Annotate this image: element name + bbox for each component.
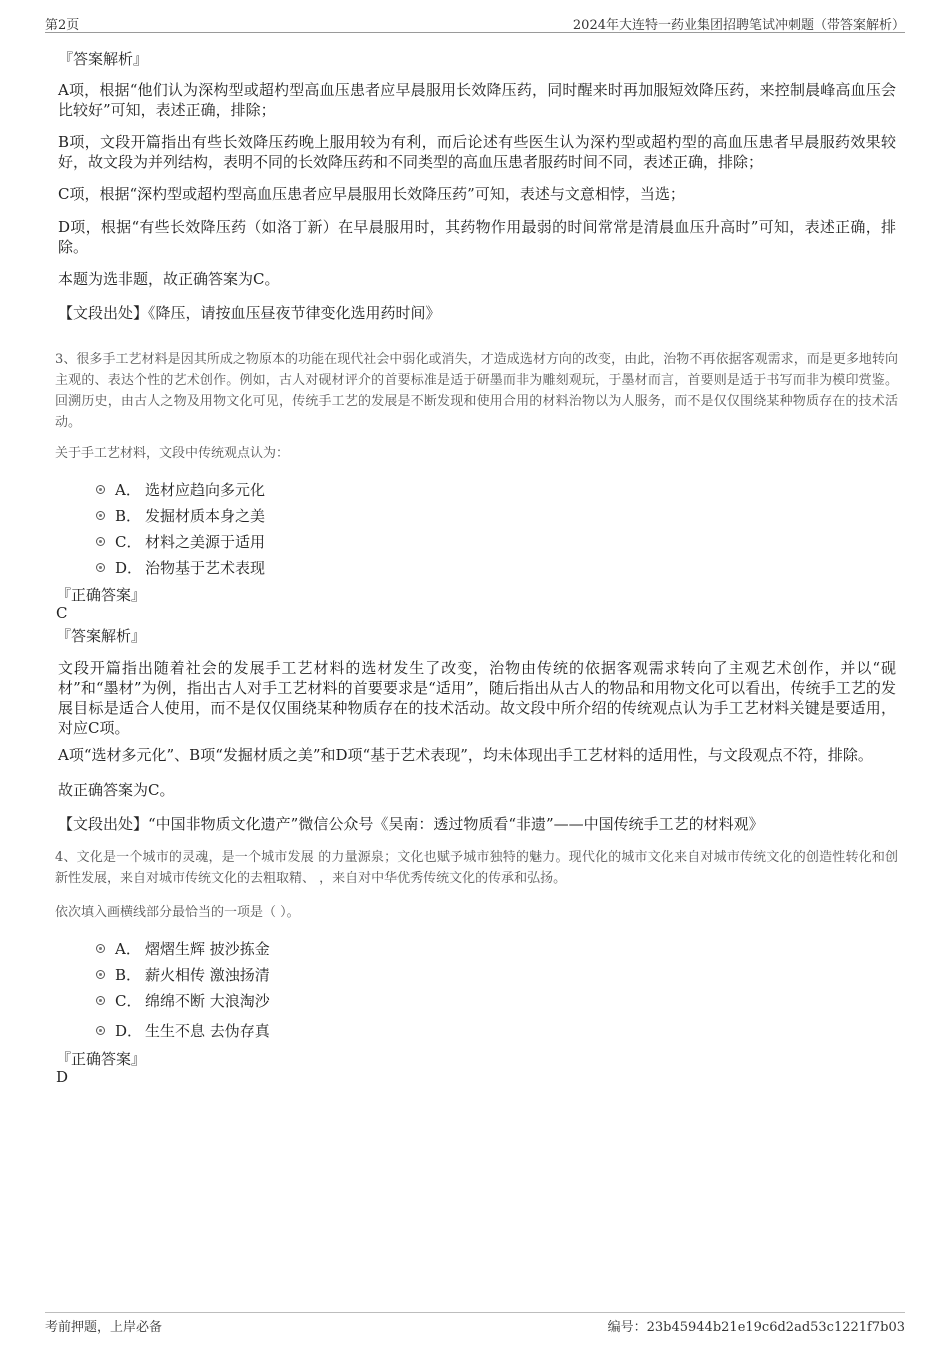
q2-source: 【文段出处】《降压，请按血压昼夜节律变化选用药时间》 — [58, 304, 441, 322]
q2-analysis-c: C项，根据“深杓型或超杓型高血压患者应早晨服用长效降压药”可知，表述与文意相悖，当选； — [58, 185, 685, 203]
q4-passage: 4、文化是一个城市的灵魂，是一个城市发展 的力量源泉；文化也赋予城市独特的魅力。现代化的城市文化来自对城市传统文化的创造性转化和创新性发展，来自对城市传统文化的去粗取精、 ，来自对中华优秀传统文化的传承和弘扬。 — [55, 850, 898, 886]
radio-icon[interactable] — [96, 970, 105, 979]
q3-analysis-1: 文段开篇指出随着社会的发展手工艺材料的选材发生了改变，治物由传统的依据客观需求转向了主观艺术创作，并以“砚材”和“墨材”为例，指出古人对手工艺材料的首要要求是“适用”，随后指出从古人的物品和用物文化可以看出，传统手工艺的发展目标是适合人使用，而不是仅仅围绕某种物质存在的技术活动。故文段中所介绍的传统观点认为手工艺材料关键是要适用，对应C项。 — [58, 659, 896, 737]
q3-answer-label: 『正确答案』 — [56, 586, 147, 604]
q3-answer: C — [56, 604, 68, 622]
q2-analysis-label: 『答案解析』 — [58, 50, 149, 68]
q3-passage: 3、很多手工艺材料是因其所成之物原本的功能在现代社会中弱化或消失，才造成选材方向的改变，由此，治物不再依据客观需求，而是更多地转向主观的、表达个性的艺术创作。例如，古人对砚材评介的首要标准是适于研墨而非为雕刻观玩，于墨材而言，首要则是适于书写而非为模印赏鉴。回溯历史，由古人之物及用物文化可见，传统手工艺的发展是不断发现和使用合用的材料治物以为人服务，而不是仅仅围绕某种物质存在的技术活动。 — [55, 352, 898, 430]
q2-analysis-d: D项，根据“有些长效降压药（如洛丁新）在早晨服用时，其药物作用最弱的时间常常是清晨血压升高时”可知，表述正确，排除。 — [58, 218, 896, 256]
radio-icon[interactable] — [96, 996, 105, 1005]
q2-conclusion: 本题为选非题，故正确答案为C。 — [58, 270, 280, 288]
q3-question: 关于手工艺材料，文段中传统观点认为： — [55, 446, 290, 461]
q3-source: 【文段出处】“中国非物质文化遗产”微信公众号《吴南：透过物质看“非遗”——中国传统手工艺的材料观》 — [58, 815, 764, 833]
radio-icon[interactable] — [96, 944, 105, 953]
radio-icon[interactable] — [96, 485, 105, 494]
radio-icon[interactable] — [96, 537, 105, 546]
q4-answer: D — [56, 1068, 69, 1086]
q2-analysis-b: B项，文段开篇指出有些长效降压药晚上服用较为有利，而后论述有些医生认为深杓型或超杓型的高血压患者早晨服药效果较好，故文段为并列结构，表明不同的长效降压药和不同类型的高血压患者服药时间不同，表述正确，排除； — [58, 133, 896, 171]
page-header — [45, 12, 905, 33]
q2-analysis-a: A项，根据“他们认为深构型或超杓型高血压患者应早晨服用长效降压药，同时醒来时再加服短效降压药，来控制晨峰高血压会比较好”可知，表述正确，排除； — [58, 81, 896, 119]
page-number: 第2页 — [45, 18, 80, 33]
q4-answer-label: 『正确答案』 — [56, 1050, 147, 1068]
q3-analysis-3: 故正确答案为C。 — [58, 781, 175, 799]
page-footer — [45, 1312, 905, 1335]
document-title: 2024年大连特一药业集团招聘笔试冲刺题（带答案解析） — [572, 18, 905, 33]
footer-slogan: 考前押题，上岸必备 — [45, 1320, 163, 1335]
q3-analysis-label: 『答案解析』 — [56, 627, 147, 645]
q4-question: 依次填入画横线部分最恰当的一项是（ ）。 — [55, 905, 300, 920]
radio-icon[interactable] — [96, 511, 105, 520]
radio-icon[interactable] — [96, 1026, 105, 1035]
q3-analysis-2: A项“选材多元化”、B项“发掘材质之美”和D项“基于艺术表现”，均未体现出手工艺材料的适用性，与文段观点不符，排除。 — [58, 746, 873, 764]
radio-icon[interactable] — [96, 563, 105, 572]
document-id: 编号：23b45944b21e19c6d2ad53c1221f7b03 — [607, 1320, 905, 1335]
